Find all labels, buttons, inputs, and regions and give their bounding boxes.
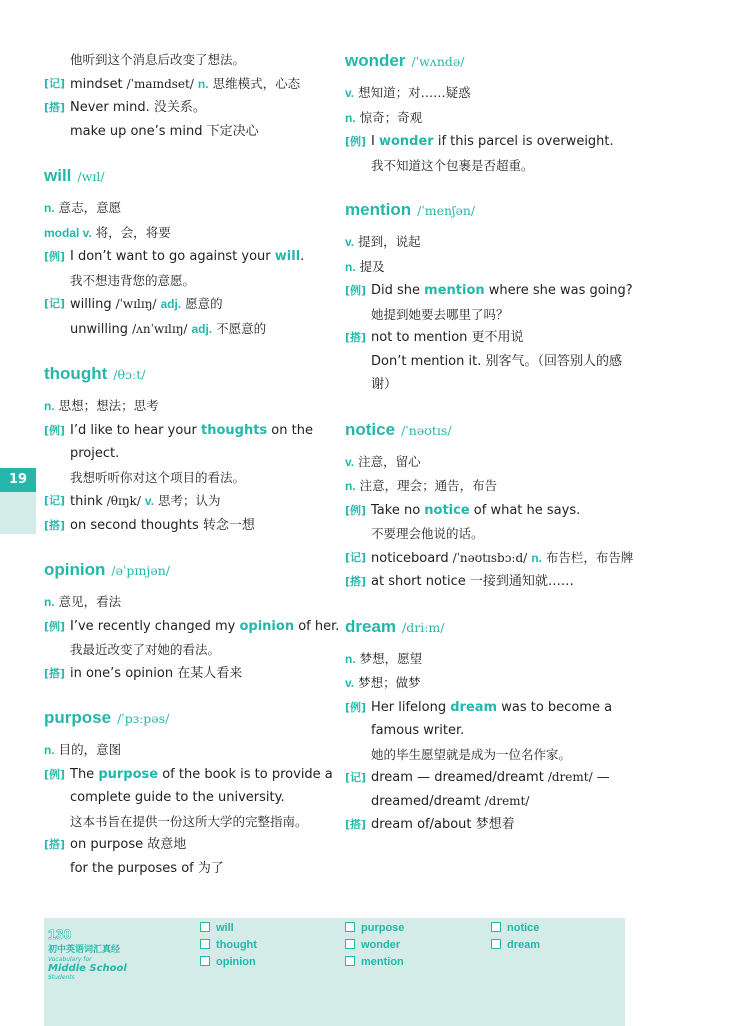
- collocation-tag: [搭]: [44, 666, 66, 680]
- right-column: [345, 48, 635, 857]
- example-tag: [例]: [44, 619, 66, 633]
- note-tag: [记]: [44, 76, 66, 90]
- headword-line: [44, 361, 344, 388]
- example-line: [例] Her lifelong dream was to become a: [345, 696, 635, 720]
- example-tag: [例]: [44, 423, 66, 437]
- example-translation: 不要理会他说的话。: [371, 526, 484, 541]
- chapter-number: 19: [0, 468, 36, 492]
- headword: opinion: [44, 560, 106, 579]
- phonetic: /ˈnəʊtɪs/: [401, 422, 452, 438]
- example-tag: [例]: [345, 284, 367, 297]
- definition-line: n. 思想；想法；思考: [44, 398, 159, 413]
- book-title-cn: 初中英语词汇真经: [48, 945, 121, 955]
- headword: notice: [345, 419, 396, 439]
- headword: wonder: [345, 51, 406, 70]
- collocation-line: for the purposes of 为了: [70, 860, 224, 876]
- phonetic: /wɪl/: [77, 169, 105, 184]
- collocation-line: [搭] Never mind. 没关系。: [44, 96, 344, 120]
- note-tag: [记]: [345, 771, 367, 784]
- collocation-tag: [搭]: [44, 101, 66, 114]
- phonetic: /θɔːt/: [113, 367, 146, 382]
- checkbox-icon[interactable]: [200, 956, 210, 966]
- example-line: [例] I don’t want to go against your will.: [44, 245, 344, 269]
- example-line: [例] I wonder if this parcel is overweight.: [345, 130, 635, 154]
- collocation-tag: [搭]: [345, 331, 367, 344]
- collocation-tag: [搭]: [345, 575, 367, 588]
- definition-line: n. 提及: [345, 258, 385, 274]
- book-brand: [48, 926, 198, 981]
- headword-line: [345, 614, 635, 641]
- definition-line: n. 梦想，愿望: [345, 650, 423, 666]
- checklist-item[interactable]: will: [200, 920, 234, 937]
- headword: dream: [345, 616, 397, 636]
- example-tag: [例]: [345, 700, 367, 714]
- checkbox-icon[interactable]: [200, 939, 210, 949]
- chapter-tab: [0, 468, 36, 534]
- example-tag: [例]: [44, 767, 66, 781]
- headword-line: [345, 417, 635, 444]
- example-translation: 她的毕生愿望就是成为一位名作家。: [371, 746, 572, 762]
- entry-notice: [345, 417, 635, 594]
- collocation-tag: [搭]: [44, 838, 66, 851]
- entry-will: [44, 163, 344, 341]
- headword: mention: [345, 200, 412, 219]
- checklist-item[interactable]: thought: [200, 937, 257, 954]
- headword-line: [44, 557, 344, 584]
- note-line: [记] noticeboard /ˈnəʊtɪsbɔːd/ n. 布告栏，布告牌: [345, 546, 635, 571]
- entry-purpose: [44, 705, 344, 880]
- example-translation: 这本书旨在提供一份这所大学的完整指南。: [70, 813, 308, 829]
- collocation-line: [搭] on second thoughts 转念一想: [44, 514, 344, 538]
- example-line: [例] I’ve recently changed my opinion of her.: [44, 615, 344, 639]
- example-translation: 我想听听你对这个项目的看法。: [70, 469, 246, 485]
- collocation-line: Don’t mention it. 别客气。（回答别人的感谢）: [371, 353, 622, 392]
- note-line: [记] dream — dreamed/dreamt /dremt/ —: [345, 766, 635, 790]
- collocation-line: [搭] not to mention 更不用说: [345, 326, 635, 350]
- example-line: [例] Did she mention where she was going?: [345, 279, 635, 303]
- note-line: [记] think /θɪŋk/ v. 思考；认为: [44, 489, 344, 514]
- checkbox-icon[interactable]: [200, 922, 210, 932]
- definition-line: v. 想知道；对……疑惑: [345, 85, 471, 100]
- headword-line: [345, 48, 635, 75]
- collocation-line: [搭] dream of/about 梦想着: [345, 813, 635, 837]
- book-title-en-line2: Middle School: [48, 963, 127, 974]
- definition-line: n. 目的，意图: [44, 742, 122, 757]
- checklist-item[interactable]: opinion: [200, 954, 256, 971]
- checklist-item[interactable]: wonder: [345, 937, 400, 954]
- note-tag: [记]: [44, 297, 66, 310]
- note-tag: [记]: [44, 494, 66, 507]
- entry-thought: [44, 361, 344, 537]
- example-translation: 我不想违背您的意愿。: [70, 272, 196, 288]
- definition-line: n. 意志，意愿: [44, 200, 122, 215]
- example-line: complete guide to the university.: [70, 790, 285, 805]
- footer-panel: [44, 918, 625, 1026]
- example-translation: 我不知道这个包裹是否超重。: [371, 157, 534, 173]
- entry-mention: [345, 197, 635, 397]
- definition-line: v. 注意，留心: [345, 453, 421, 469]
- collocation-line: [搭] on purpose 故意地: [44, 833, 344, 857]
- book-title-en-line1: Vocabulary for: [48, 956, 92, 963]
- checklist-item[interactable]: notice: [491, 920, 539, 937]
- example-tag: [例]: [345, 503, 367, 517]
- phonetic: /driːm/: [402, 619, 445, 635]
- checklist-item[interactable]: purpose: [345, 920, 404, 937]
- headword: will: [44, 166, 72, 185]
- example-line: project.: [70, 446, 120, 461]
- entry-opinion: [44, 557, 344, 685]
- headword: thought: [44, 364, 108, 383]
- collocation-line: make up one’s mind 下定决心: [70, 123, 259, 139]
- checklist-item[interactable]: mention: [345, 954, 404, 971]
- definition-line: n. 注意，理会；通告，布告: [345, 478, 498, 493]
- example-line: [例] I’d like to hear your thoughts on the: [44, 419, 344, 443]
- entry-continuation: [44, 48, 344, 143]
- collocation-line: [搭] in one’s opinion 在某人看来: [44, 662, 344, 686]
- example-line: famous writer.: [371, 723, 465, 738]
- collocation-line: [搭] at short notice 一接到通知就……: [345, 570, 635, 594]
- checkbox-icon[interactable]: [345, 956, 355, 966]
- checklist-item[interactable]: dream: [491, 937, 540, 954]
- example-tag: [例]: [345, 135, 367, 148]
- note-line: dreamed/dreamt /dremt/: [371, 793, 530, 809]
- checkbox-icon[interactable]: [345, 922, 355, 932]
- definition-line: n. 意见，看法: [44, 594, 122, 609]
- collocation-tag: [搭]: [44, 518, 66, 532]
- definition-line: v. 梦想；做梦: [345, 675, 421, 690]
- example-translation: 他听到这个消息后改变了想法。: [70, 52, 246, 67]
- phonetic: /əˈpɪnjən/: [111, 563, 171, 578]
- headword-line: [44, 163, 344, 190]
- example-line: [例] The purpose of the book is to provide a: [44, 763, 344, 787]
- note-line: [记] mindset /ˈmaɪndset/ n. 思维模式，心态: [44, 72, 344, 97]
- checkbox-icon[interactable]: [491, 939, 501, 949]
- note-line: unwilling /ʌnˈwɪlɪŋ/ adj. 不愿意的: [70, 320, 267, 337]
- entry-dream: [345, 614, 635, 837]
- definition-line: modal v. 将，会，将要: [44, 224, 171, 240]
- page-number: 130: [48, 926, 72, 942]
- book-title-en-line3: Students: [48, 974, 75, 981]
- example-tag: [例]: [44, 250, 66, 263]
- example-translation: 她提到她要去哪里了吗？: [371, 306, 509, 322]
- entry-wonder: [345, 48, 635, 177]
- definition-line: v. 提到，说起: [345, 234, 421, 249]
- phonetic: /ˈwʌndə/: [411, 54, 465, 69]
- definition-line: n. 惊奇；奇观: [345, 109, 423, 125]
- phonetic: /ˈpɜːpəs/: [117, 711, 170, 726]
- headword-line: [44, 705, 344, 732]
- note-tag: [记]: [345, 550, 367, 564]
- example-translation: 我最近改变了对她的看法。: [70, 642, 221, 657]
- checkbox-icon[interactable]: [345, 939, 355, 949]
- headword-line: [345, 197, 635, 224]
- example-line: [例] Take no notice of what he says.: [345, 499, 635, 523]
- note-line: [记] willing /ˈwɪlɪŋ/ adj. 愿意的: [44, 292, 344, 317]
- checkbox-icon[interactable]: [491, 922, 501, 932]
- headword: purpose: [44, 708, 112, 727]
- phonetic: /ˈmenʃən/: [417, 203, 476, 218]
- collocation-tag: [搭]: [345, 818, 367, 831]
- left-column: [44, 48, 344, 900]
